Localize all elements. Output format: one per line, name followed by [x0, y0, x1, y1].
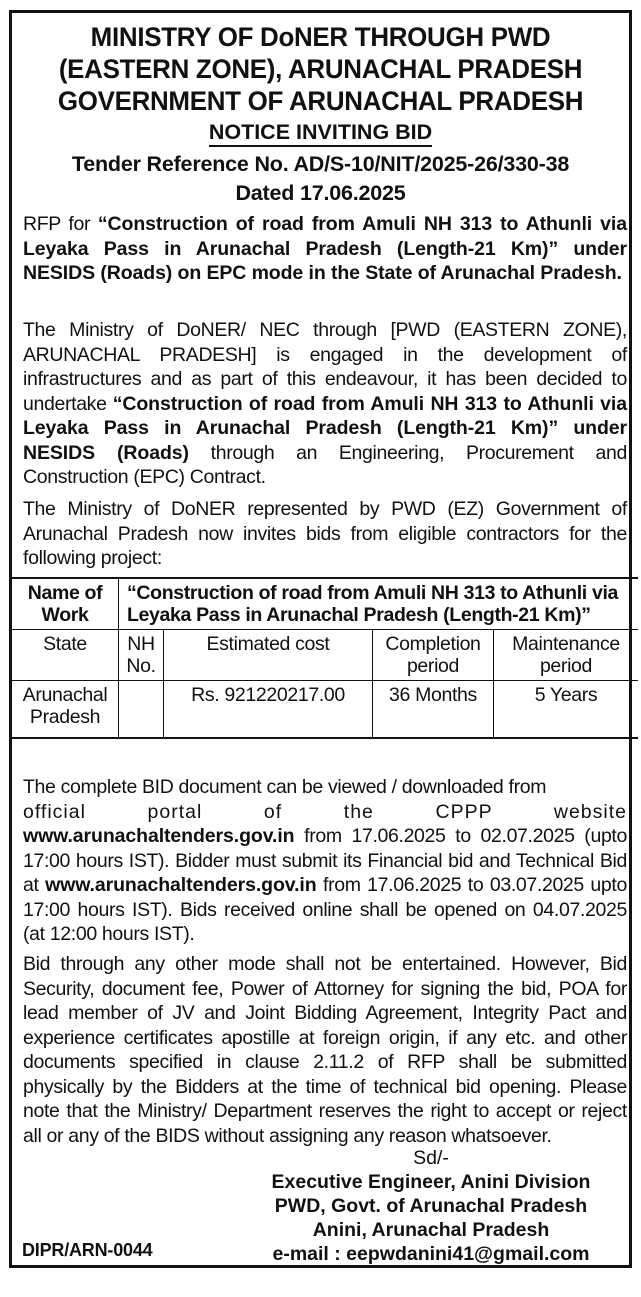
signature-sd: Sd/-: [413, 1147, 449, 1169]
signature-place: Anini, Arunachal Pradesh: [312, 1219, 550, 1241]
name-of-work-value: “Construction of road from Amuli NH 313 to Athunli via Leyaka Pass in Arunachal Pradesh (Length-21 Km)”: [119, 578, 639, 630]
header-nh-no: NH No.: [119, 630, 164, 681]
ministry-intro: The Ministry of DoNER/ NEC through [PWD (EASTERN ZONE), ARUNACHAL PRADESH] is engaged in the development of infrastructures and as part of this endeavour, it has been decided to undertake: [23, 319, 627, 415]
ministry-outro: through an Engineering, Procurement and Construction (EPC) Contract.: [23, 441, 627, 488]
signature-designation: Executive Engineer, Anini Division: [271, 1171, 591, 1193]
header-completion-period: Completion period: [373, 630, 494, 681]
cell-maintenance-period: 5 Years: [494, 681, 639, 739]
table-header-row: [12, 630, 638, 681]
cell-estimated-cost: Rs. 921220217.00: [164, 681, 373, 739]
notice-title-text: NOTICE INVITING BID: [209, 120, 432, 147]
download-text-3: from 17.06.2025 to 03.07.2025 upto 17:00 hours IST). Bids received online shall be opened on 04.07.2025 (at 12:00 hours IST).: [23, 874, 627, 945]
header-line-1: MINISTRY OF DoNER THROUGH PWD: [90, 22, 551, 52]
invite-paragraph: The Ministry of DoNER represented by PWD (EZ) Government of Arunachal Pradesh now invites bids from eligible contractors for the following project:: [23, 498, 627, 569]
header-maintenance-period: Maintenance period: [494, 630, 639, 681]
download-text-2: from 17.06.2025 to 02.07.2025 (upto 17:00 hours IST). Bidder must submit its Financial bid and Technical Bid at: [23, 825, 627, 896]
ministry-paragraph: [23, 318, 627, 490]
download-line-2: official portal of the CPPP website: [23, 800, 627, 823]
tender-reference: Tender Reference No. AD/S-10/NIT/2025-26/330-38: [71, 152, 570, 176]
signature-email[interactable]: e-mail : eepwdanini41@gmail.com: [272, 1243, 590, 1265]
name-of-work-row: [12, 578, 638, 630]
rfp-paragraph: [23, 212, 627, 286]
work-details-table: [12, 577, 638, 739]
ministry-work-title: “Construction of road from Amuli NH 313 to Athunli via Leyaka Pass in Arunachal Pradesh (Length-21 Km)” under NESIDS (Roads): [23, 392, 627, 464]
header-line-2: (EASTERN ZONE), ARUNACHAL PRADESH: [58, 54, 583, 84]
cell-nh-no: [119, 681, 164, 739]
download-line-1: The complete BID document can be viewed / downloaded from: [23, 776, 547, 798]
rfp-work-title: “Construction of road from Amuli NH 313 to Athunli via Leyaka Pass in Arunachal Pradesh (Length-21 Km)” under NESIDS (Roads) on EPC mode in the State of Arunachal Pradesh.: [23, 213, 627, 284]
table-row: [12, 681, 638, 739]
notice-title: [0, 120, 641, 145]
signature-office: PWD, Govt. of Arunachal Pradesh: [274, 1195, 588, 1217]
cell-state: Arunachal Pradesh: [12, 681, 119, 739]
download-paragraph: [23, 775, 627, 947]
dipr-code: DIPR/ARN-0044: [22, 1240, 153, 1260]
cell-completion-period: 36 Months: [373, 681, 494, 739]
header-line-3: GOVERNMENT OF ARUNACHAL PRADESH: [57, 86, 584, 116]
other-mode-paragraph: Bid through any other mode shall not be entertained. However, Bid Security, document fee, Power of Attorney for signing the bid, POA for lead member of JV and Joint Bidding Agreement, Integrity Pact and experience certificates apostille at foreign origin, if any etc. and other documents specified in clause 2.11.2 of RFP shall be submitted physically by the Bidders at the time of technical bid opening. Please note that the Ministry/ Department reserves the right to accept or reject all or any of the BIDS without assigning any reason whatsoever.: [23, 953, 627, 1147]
website-link-1[interactable]: www.arunachaltenders.gov.in: [23, 825, 295, 847]
signature-block: [244, 1146, 618, 1266]
header-state: State: [12, 630, 119, 681]
name-of-work-label: Name of Work: [12, 578, 119, 630]
tender-date: Dated 17.06.2025: [235, 181, 406, 205]
header-estimated-cost: Estimated cost: [164, 630, 373, 681]
rfp-prefix: RFP for: [23, 213, 98, 235]
website-link-2[interactable]: www.arunachaltenders.gov.in: [45, 874, 317, 896]
